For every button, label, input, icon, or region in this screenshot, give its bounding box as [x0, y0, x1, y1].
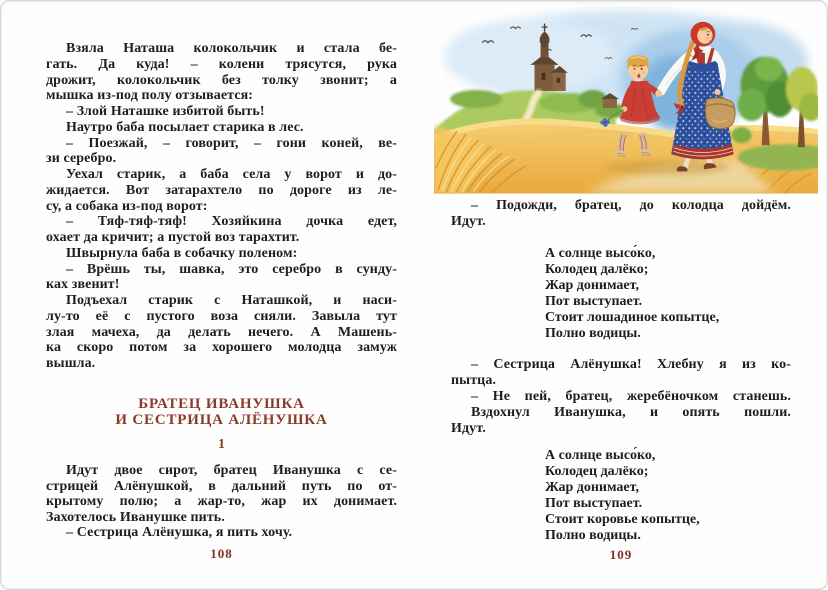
text-line: пытца. [451, 373, 497, 388]
text-line: Полно водицы. [545, 326, 641, 341]
text-line: мышка из-под полу отзывается: [46, 88, 254, 104]
chapter-title-line2: И СЕСТРИЦА АЛЁНУШКА [115, 411, 328, 428]
text-line: Идут двое сирот, братец Иванушка с се- [66, 463, 397, 478]
verse-first [545, 246, 719, 342]
text-line: гать. Да куда! – колени трясутся, рука [46, 56, 397, 72]
chapter-opening-text [46, 463, 397, 541]
chapter-title [46, 397, 397, 428]
text-line: – Сестрица Алёнушка, я пить хочу. [66, 525, 293, 540]
text-line: Швырнула баба в собачку поленом: [66, 245, 298, 261]
text-line: лу-то её с пустого воза сняли. Завыла тут [46, 308, 397, 324]
text-line: – Поезжай, – говорит, – гони коней, ве- [66, 135, 397, 151]
text-line: ка скоро потом за хорошего молодца замуж [46, 340, 397, 356]
text-line: злая мачеха, да делать нечего. А Машень- [46, 324, 397, 340]
page-number-right: 109 [609, 547, 633, 562]
text-line: Вздохнул Иванушка, и опять пошли. [471, 405, 791, 420]
text-line: жидается. Вот затарахтело по дороге из ле- [46, 182, 397, 198]
text-line: – Злой Наташке избитой быть! [66, 104, 265, 119]
text-line: – Сестрица Алёнушка! Хлебну я из ко- [471, 357, 791, 372]
text-line: – Врёшь ты, шавка, это серебро в сунду- [66, 261, 397, 277]
text-line: – Подожди, братец, до колодца дойдём. [471, 198, 791, 213]
story-text-right-2 [451, 357, 791, 437]
text-line: Полно водицы. [545, 528, 641, 543]
text-line: зи серебро. [46, 151, 117, 167]
clasped-hands [655, 90, 662, 97]
text-line: Уехал старик, а баба села у ворот и до- [66, 167, 397, 182]
text-line: ках звенит! [46, 277, 120, 293]
text-line: вышла. [46, 356, 96, 371]
text-line: – Не пей, братец, жеребёночком станешь. [471, 389, 791, 404]
text-line: Пот выступает. [545, 294, 643, 309]
text-line: Жар донимает, [545, 278, 639, 293]
text-line: Захотелось Иванушке пить. [46, 509, 225, 525]
page-number-left: 108 [210, 546, 233, 561]
text-line: дрожит, колокольчик без толку звонит; а [46, 72, 397, 88]
text-line: Жар донимает, [545, 480, 639, 495]
text-line: су, а собака из-под ворот: [46, 198, 208, 214]
story-text-right [451, 198, 791, 230]
text-line: Стоит коровье копытце, [545, 512, 700, 527]
illustration [434, 6, 818, 194]
text-line: Идут. [451, 421, 486, 436]
text-line: Наутро баба посылает старика в лес. [66, 119, 304, 135]
story-text-left [46, 41, 397, 372]
text-line: охает да кричит; а пустой воз тарахтит. [46, 230, 300, 245]
text-line: Колодец далёко; [545, 262, 649, 277]
text-line: Пот выступает. [545, 496, 643, 511]
text-line: А солнце высо́ко, [545, 246, 656, 261]
chapter-title-line1: БРАТЕЦ ИВАНУШКА [138, 396, 305, 412]
text-line: Стоит лошадиное копытце, [545, 310, 720, 325]
text-line: – Тяф-тяф-тяф! Хозяйкина дочка едет, [66, 214, 397, 230]
section-number: 1 [218, 437, 225, 452]
text-line: Подъехал старик с Наташкой, и наси- [66, 293, 397, 308]
text-line: Идут. [451, 213, 486, 229]
text-line: стрицей Алёнушкой, в дальний путь по от- [46, 478, 397, 494]
text-line: Колодец далёко; [545, 464, 649, 479]
text-line: А солнце высо́ко, [545, 448, 656, 463]
text-line: Взяла Наташа колокольчик и стала бе- [66, 41, 397, 56]
verse-second [545, 448, 700, 544]
text-line: крытому полю; а жар-то, жар их донимает. [46, 494, 397, 509]
